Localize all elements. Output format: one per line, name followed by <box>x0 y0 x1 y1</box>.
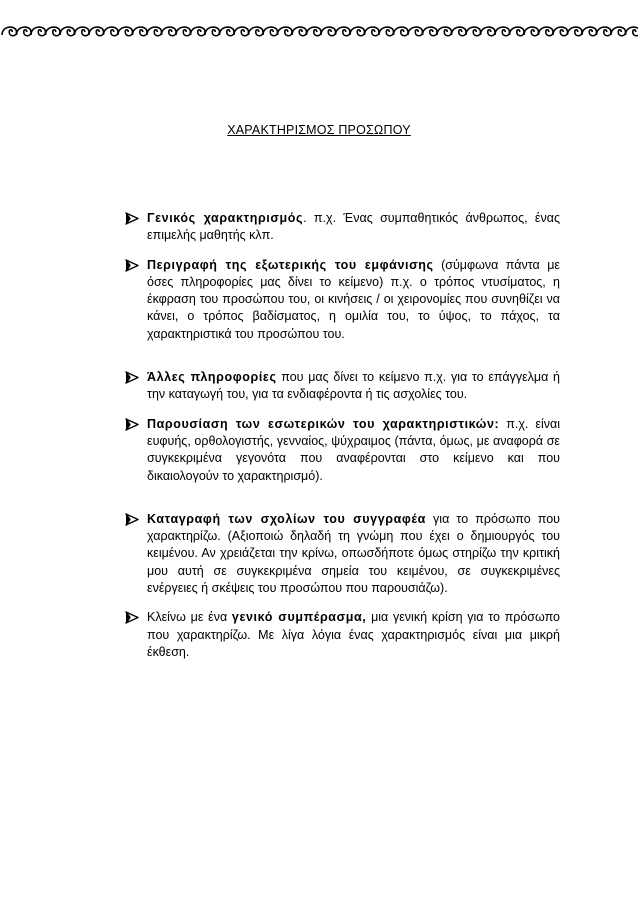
item-text: για το πρόσωπο που χαρακτηρίζω. (Αξιοποιώ δηλαδή τη γνώμη που έχει ο δημιουργός του κειμένου. Αν χρειάζεται την κρίνω, οπωσδήποτε όμως στηρίζω την κριτική μου αυτή σε συγκεκριμένα σημεία του κειμένου, σε συγκεκριμένες ενέργειες ή σκέψεις του προσώπου που παρουσιάζω). <box>147 511 560 596</box>
item-heading: Παρουσίαση των εσωτερικών του χαρακτηριστικών: <box>147 416 500 431</box>
border-loop <box>133 27 148 36</box>
border-loop <box>162 27 177 36</box>
arrow-bullet-icon <box>125 259 139 272</box>
border-loop <box>626 27 638 36</box>
item-text: που μας δίνει το κείμενο π.χ. για το επάγγελμα ή την καταγωγή του, για τα ενδιαφέροντα ή τις ασχολίες του. <box>147 370 560 402</box>
border-loop <box>321 27 336 36</box>
border-loop <box>611 27 626 36</box>
item-prefix: Κλείνω με ένα <box>147 610 232 625</box>
border-loop <box>2 27 17 36</box>
list-item <box>125 369 560 404</box>
border-loop <box>31 27 46 36</box>
border-loop <box>263 27 278 36</box>
item-text: π.χ. είναι ευφυής, ορθολογιστής, γενναίος, ψύχραιμος (πάντα, όμως, με αναφορά σε συγκεκριμένα γεγονότα που αναφέρονται στο κείμενο και που δικαιολογούν το χαρακτηρισμό). <box>147 416 560 483</box>
border-loop <box>147 27 162 36</box>
list-item <box>125 210 560 245</box>
item-text: (σύμφωνα πάντα με όσες πληροφορίες μας δίνει το κείμενο) π.χ. ο τρόπος ντυσίματος, η έκφραση του προσώπου του, οι κινήσεις / οι χειρονομίες που συνηθίζει να κάνει, ο τρόπος βαδίσματος, η ομιλία του, το ύψος, το πάχος, τα χαρακτηριστικά του προσώπου του. <box>147 257 560 341</box>
border-loop <box>191 27 206 36</box>
border-loop <box>307 27 322 36</box>
border-loop <box>278 27 293 36</box>
border-loop <box>249 27 264 36</box>
item-text: μια γενική κρίση για το πρόσωπο που χαρακτηρίζω. Με λίγα λόγια ένας χαρακτηρισμός είναι μια μικρή έκθεση. <box>147 610 560 659</box>
border-loop <box>539 27 554 36</box>
border-loop <box>234 27 249 36</box>
border-loop <box>582 27 597 36</box>
border-loop <box>524 27 539 36</box>
border-loop <box>394 27 409 36</box>
border-loop <box>176 27 191 36</box>
border-loop <box>597 27 612 36</box>
arrow-bullet-icon <box>125 212 139 225</box>
item-text: . π.χ. Ένας συμπαθητικός άνθρωπος, ένας επιμελής μαθητής κλπ. <box>147 211 560 243</box>
border-loop <box>568 27 583 36</box>
border-loop <box>205 27 220 36</box>
border-loop <box>60 27 75 36</box>
border-loop <box>423 27 438 36</box>
border-loop <box>495 27 510 36</box>
arrow-bullet-icon <box>125 371 139 384</box>
border-loop <box>118 27 133 36</box>
border-loop <box>408 27 423 36</box>
border-loop <box>452 27 467 36</box>
list-item <box>125 609 560 661</box>
arrow-bullet-icon <box>125 418 139 431</box>
border-loop <box>292 27 307 36</box>
border-loop <box>75 27 90 36</box>
page-title: ΧΑΡΑΚΤΗΡΙΣΜΟΣ ΠΡΟΣΩΠΟΥ <box>227 123 411 137</box>
bullet-list <box>125 210 560 661</box>
border-loop <box>336 27 351 36</box>
item-heading: Καταγραφή των σχολίων του συγγραφέα <box>147 511 426 526</box>
arrow-bullet-icon <box>125 513 139 526</box>
border-loop <box>220 27 235 36</box>
item-heading: Περιγραφή της εξωτερικής του εμφάνισης <box>147 257 434 272</box>
list-item <box>125 257 560 343</box>
arrow-bullet-icon <box>125 611 139 624</box>
border-loop <box>104 27 119 36</box>
border-loop <box>437 27 452 36</box>
border-loop <box>17 27 32 36</box>
decorative-border <box>0 22 638 42</box>
border-loop <box>553 27 568 36</box>
border-loop <box>350 27 365 36</box>
border-loop <box>46 27 61 36</box>
border-loop <box>365 27 380 36</box>
item-heading: Άλλες πληροφορίες <box>147 370 277 385</box>
border-loop <box>89 27 104 36</box>
list-item <box>125 416 560 485</box>
border-loop <box>510 27 525 36</box>
item-heading: Γενικός χαρακτηρισμός <box>147 211 304 225</box>
border-loop <box>481 27 496 36</box>
item-heading: γενικό συμπέρασμα, <box>231 610 367 625</box>
border-loop <box>466 27 481 36</box>
border-loop <box>379 27 394 36</box>
list-item <box>125 511 560 597</box>
